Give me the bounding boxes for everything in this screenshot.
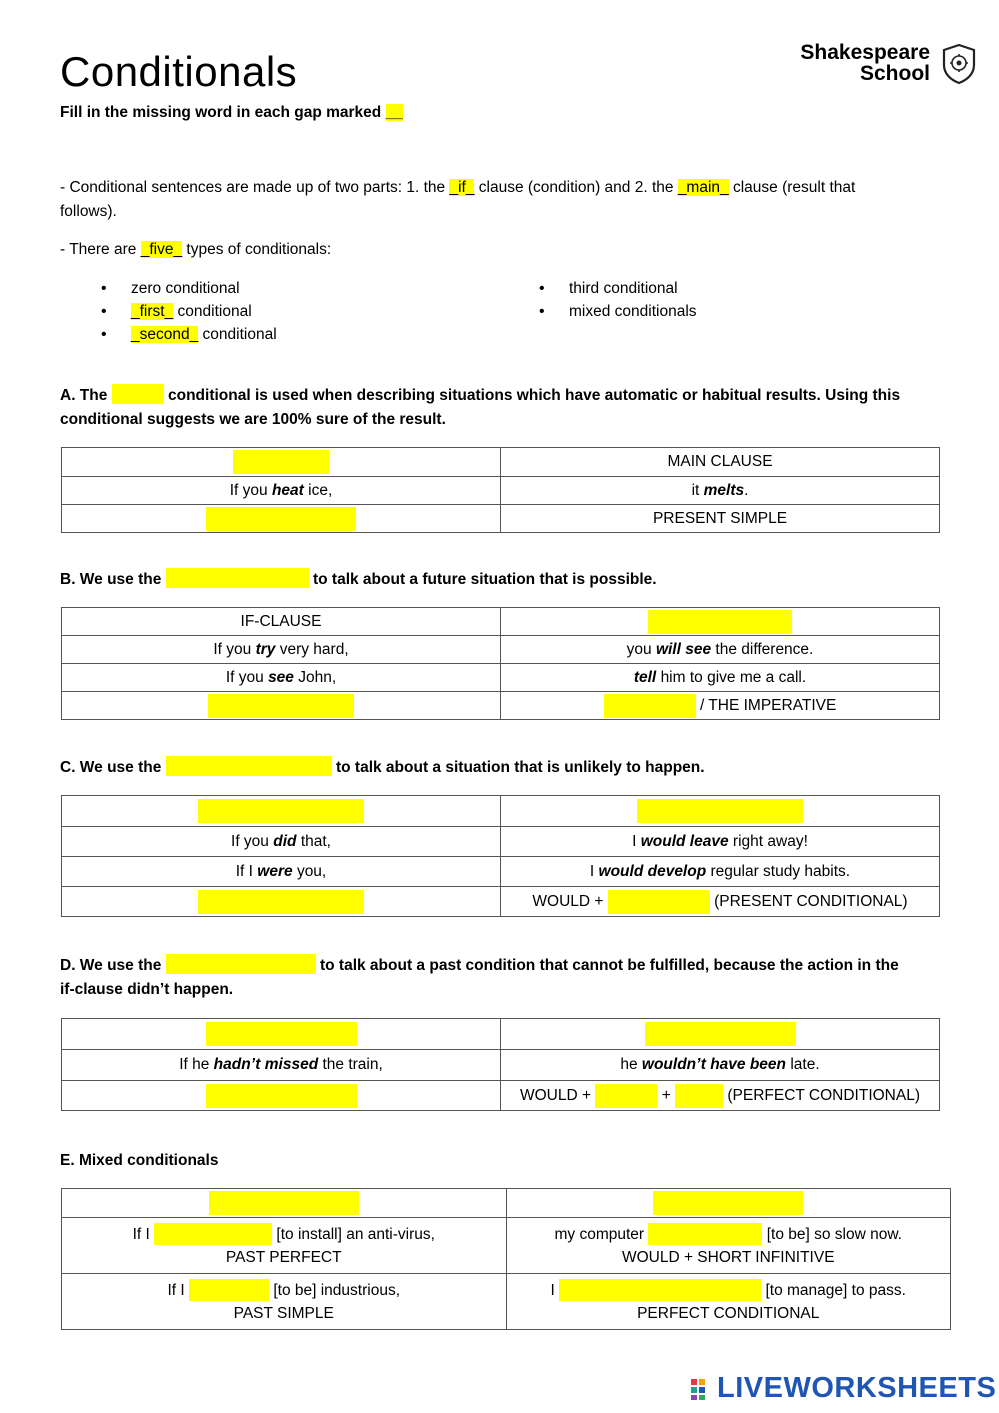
table-cell: you will see the difference.: [501, 636, 940, 664]
table-cell: [62, 887, 501, 917]
table-cell: [62, 448, 501, 477]
main-clause-header-gap-input[interactable]: [653, 1191, 803, 1215]
logo-line1: Shakespeare: [800, 41, 930, 64]
first-gap-answer[interactable]: _first_: [131, 303, 174, 320]
install-gap-input[interactable]: [154, 1223, 272, 1245]
section-d-heading: D. We use the to talk about a past condition that cannot be fulfilled, because the action in the if-clause didn’t happen.: [60, 954, 940, 1002]
instruction-text: Fill in the missing word in each gap marked: [60, 104, 382, 121]
if-tense-gap-input[interactable]: [208, 694, 354, 718]
liveworksheets-brand: LIVEWORKSHEETS: [717, 1372, 997, 1404]
section-e-heading: E. Mixed conditionals: [60, 1152, 219, 1169]
school-logo-text: [795, 42, 930, 84]
table-cell: If I were you,: [62, 857, 501, 887]
main-clause-header-gap-input[interactable]: [645, 1022, 796, 1046]
tense-label: PERFECT CONDITIONAL: [637, 1304, 820, 1322]
main-gap-answer[interactable]: _main_: [677, 179, 729, 196]
section-c-table: [61, 795, 940, 917]
if-tense-gap-input[interactable]: [206, 507, 356, 531]
table-cell: If you see John,: [62, 664, 501, 692]
table-cell: IF-CLAUSE: [62, 608, 501, 636]
table-cell: If you try very hard,: [62, 636, 501, 664]
section-a-heading: A. The conditional is used when describing situations which have automatic or habitual results. Using this conditional suggests we are 100% sure of the result.: [60, 384, 940, 432]
section-a-table: [61, 447, 940, 533]
table-cell: / THE IMPERATIVE: [501, 692, 940, 720]
table-cell: PRESENT SIMPLE: [501, 505, 940, 533]
table-cell: If you heat ice,: [62, 477, 501, 505]
table-cell: [501, 608, 940, 636]
table-cell: [501, 1019, 940, 1050]
section-d-table: [61, 1018, 940, 1111]
page-title: Conditionals: [60, 48, 298, 95]
second-gap-answer[interactable]: _second_: [131, 326, 199, 343]
main-tense-gap-input-2[interactable]: [675, 1084, 723, 1108]
table-cell: [62, 692, 501, 720]
intro-p1-text-b: clause (condition) and 2. the: [478, 179, 674, 196]
intro-paragraph-1: [60, 176, 940, 224]
list-item: • _first_ conditional: [101, 300, 277, 323]
intro-p1-text-a: - Conditional sentences are made up of two parts: 1. the: [60, 179, 446, 196]
table-cell: I [to manage] to pass. PERFECT CONDITIONAL: [506, 1274, 951, 1330]
if-gap-answer[interactable]: _if_: [449, 179, 475, 196]
main-tense-gap-input[interactable]: [604, 694, 696, 718]
table-cell: If I [to be] industrious, PAST SIMPLE: [62, 1274, 507, 1330]
tense-label: PAST PERFECT: [225, 1248, 342, 1266]
section-b-gap-input[interactable]: [166, 568, 309, 588]
instruction-gap-marker: __: [385, 104, 403, 121]
section-e-table: [61, 1188, 951, 1330]
if-clause-header-gap-input[interactable]: [206, 1022, 357, 1046]
tense-label: PAST SIMPLE: [233, 1304, 334, 1322]
section-c-gap-input[interactable]: [166, 756, 332, 776]
table-cell: WOULD + (PRESENT CONDITIONAL): [501, 887, 940, 917]
table-cell: [62, 505, 501, 533]
if-tense-gap-input[interactable]: [198, 890, 364, 914]
table-cell: [62, 1019, 501, 1050]
table-cell: If I [to install] an anti-virus, PAST PERFECT: [62, 1218, 507, 1274]
intro-p1-text-c: clause (result that: [732, 179, 856, 196]
table-cell: If you did that,: [62, 827, 501, 857]
list-item: • mixed conditionals: [539, 300, 697, 323]
table-cell: MAIN CLAUSE: [501, 448, 940, 477]
to-be-gap-input[interactable]: [648, 1223, 762, 1245]
table-cell: it melts.: [501, 477, 940, 505]
table-cell: I would leave right away!: [501, 827, 940, 857]
table-cell: WOULD + + (PERFECT CONDITIONAL): [501, 1081, 940, 1111]
list-item: • _second_ conditional: [101, 323, 277, 346]
table-cell: If he hadn’t missed the train,: [62, 1050, 501, 1081]
manage-gap-input[interactable]: [559, 1279, 761, 1301]
if-clause-header-gap-input[interactable]: [198, 799, 364, 823]
section-b-heading: B. We use the to talk about a future situation that is possible.: [60, 568, 657, 592]
table-cell: tell him to give me a call.: [501, 664, 940, 692]
if-tense-gap-input[interactable]: [206, 1084, 357, 1108]
main-tense-gap-input-1[interactable]: [595, 1084, 657, 1108]
section-c-heading: C. We use the to talk about a situation that is unlikely to happen.: [60, 756, 705, 780]
intro-p1-text-d: follows).: [60, 203, 117, 220]
main-clause-header-gap-input[interactable]: [648, 610, 792, 634]
list-item: • third conditional: [539, 277, 697, 300]
table-cell: I would develop regular study habits.: [501, 857, 940, 887]
table-cell: [62, 796, 501, 827]
intro-p2-text-b: types of conditionals:: [186, 241, 332, 258]
intro-paragraph-2: [60, 238, 331, 262]
section-d-gap-input[interactable]: [166, 954, 316, 974]
if-clause-header-gap-input[interactable]: [233, 450, 329, 474]
shield-logo-icon: [941, 43, 977, 85]
liveworksheets-logo-icon: [690, 1377, 714, 1401]
types-list-left: [101, 277, 277, 346]
table-cell: [506, 1189, 951, 1218]
intro-p2-text-a: - There are: [60, 241, 137, 258]
section-a-gap-input[interactable]: [112, 384, 164, 404]
if-clause-header-gap-input[interactable]: [209, 1191, 359, 1215]
table-cell: my computer [to be] so slow now. WOULD + SHORT INFINITIVE: [506, 1218, 951, 1274]
table-cell: [62, 1189, 507, 1218]
table-cell: he wouldn’t have been late.: [501, 1050, 940, 1081]
main-tense-gap-input[interactable]: [608, 890, 710, 914]
main-clause-header-gap-input[interactable]: [637, 799, 803, 823]
table-cell: [501, 796, 940, 827]
table-cell: [62, 1081, 501, 1111]
five-gap-answer[interactable]: _five_: [140, 241, 183, 258]
logo-line2: School: [859, 62, 930, 85]
be-industrious-gap-input[interactable]: [189, 1279, 269, 1301]
tense-label: WOULD + SHORT INFINITIVE: [621, 1248, 835, 1266]
instruction: [60, 104, 403, 122]
section-b-table: [61, 607, 940, 720]
types-list-right: [539, 277, 697, 323]
list-item: • zero conditional: [101, 277, 277, 300]
